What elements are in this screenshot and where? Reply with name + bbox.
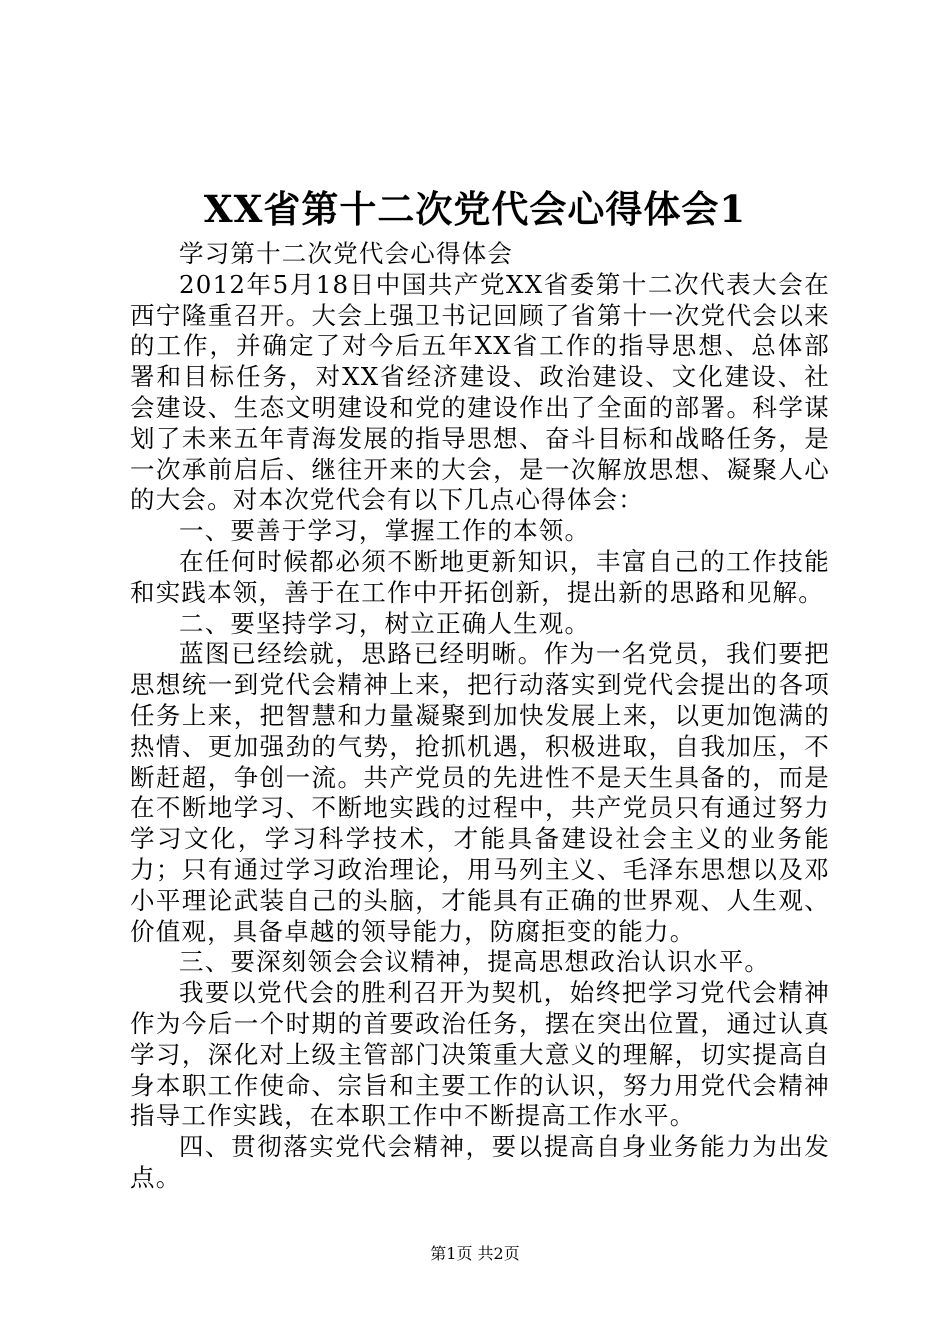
- section-heading-2: 二、要坚持学习，树立正确人生观。: [179, 608, 591, 638]
- subtitle-paragraph: 学习第十二次党代会心得体会: [179, 239, 514, 268]
- section-heading-1: 一、要善于学习，掌握工作的本领。: [179, 516, 591, 546]
- document-body: [130, 239, 830, 1194]
- section-heading-3: 三、要深刻领会会议精神，提高思想政治认识水平。: [179, 947, 771, 977]
- section-paragraph-2: 蓝图已经绘就，思路已经明晰。作为一名党员，我们要把思想统一到党代会精神上来，把行动落实到党代会提出的各项任务上来，把智慧和力量凝聚到加快发展上来，以更加饱满的热情、更加强劲的气势，抢抓机遇，积极进取，自我加压，不断赶超，争创一流。共产党员的先进性不是天生具备的，而是在不断地学习、不断地实践的过程中，共产党员只有通过努力学习文化，学习科学技术，才能具备建设社会主义的业务能力；只有通过学习政治理论，用马列主义、毛泽东思想以及邓小平理论武装自己的头脑，才能具有正确的世界观、人生观、价值观，具备卓越的领导能力，防腐拒变的能力。: [130, 639, 830, 946]
- intro-paragraph: 2012年5月18日中国共产党XX省委第十二次代表大会在西宁隆重召开。大会上强卫书记回顾了省第十一次党代会以来的工作，并确定了对今后五年XX省工作的指导思想、总体部署和目标任务，对XX省经济建设、政治建设、文化建设、社会建设、生态文明建设和党的建设作出了全面的部署。科学谋划了未来五年青海发展的指导思想、奋斗目标和战略任务，是一次承前启后、继往开来的大会，是一次解放思想、凝聚人心的大会。对本次党代会有以下几点心得体会：: [130, 269, 830, 515]
- section-paragraph-3: 我要以党代会的胜利召开为契机，始终把学习党代会精神作为今后一个时期的首要政治任务，摆在突出位置，通过认真学习，深化对上级主管部门决策重大意义的理解，切实提高自身本职工作使命、宗旨和主要工作的认识，努力用党代会精神指导工作实践，在本职工作中不断提高工作水平。: [130, 978, 830, 1131]
- section-heading-4: 四、贯彻落实党代会精神，要以提高自身业务能力为出发点。: [130, 1132, 830, 1192]
- document-title: XX省第十二次党代会心得体会1: [203, 187, 747, 231]
- section-paragraph-1: 在任何时候都必须不断地更新知识，丰富自己的工作技能和实践本领，善于在工作中开拓创新，提出新的思路和见解。: [130, 546, 830, 607]
- page-footer: 第1页 共2页: [430, 1244, 520, 1263]
